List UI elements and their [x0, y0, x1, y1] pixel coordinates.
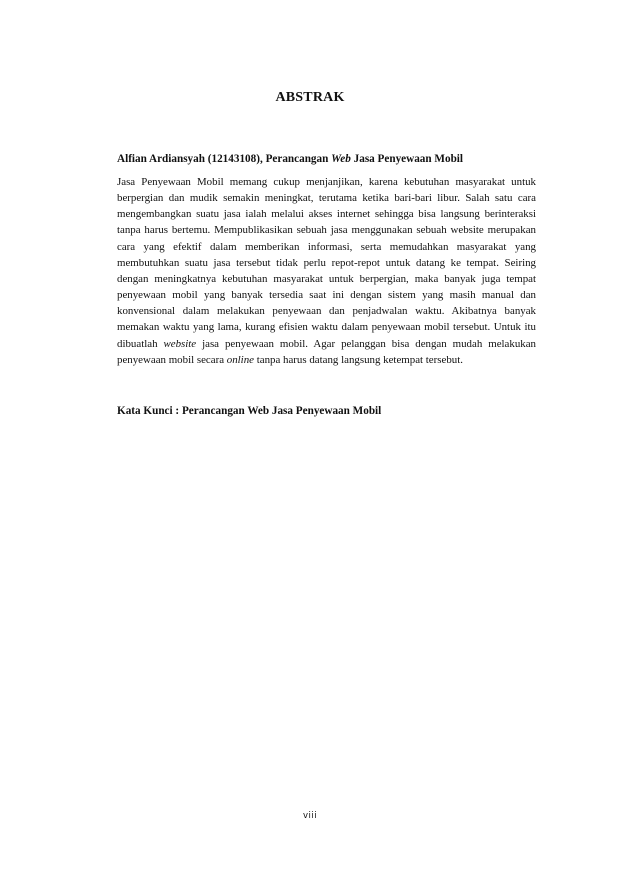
page-number: viii: [302, 811, 318, 821]
abstract-heading: [117, 153, 537, 165]
thesis-title-part: Perancangan: [265, 153, 332, 165]
abstract-body: [117, 174, 536, 368]
author-and-id: Alfian Ardiansyah (12143108),: [117, 153, 266, 165]
page-title: ABSTRAK: [275, 90, 345, 105]
thesis-title-italic: Web: [331, 153, 351, 165]
abstract-italic-online: online: [226, 353, 254, 366]
abstract-italic-website: website: [163, 337, 197, 350]
abstract-body-part2: jasa penyewaan mobil. Agar pelanggan bisa dengan mudah melakukan penyewaan mobil secara: [117, 337, 536, 366]
keywords-line: Kata Kunci : Perancangan Web Jasa Penyewaan Mobil: [117, 405, 382, 417]
thesis-title-rest: Jasa Penyewaan Mobil: [350, 153, 464, 165]
abstract-body-part1: Jasa Penyewaan Mobil memang cukup menjanjikan, karena kebutuhan masyarakat untuk berpergian dan mudik semakin meningkat, terutama ketika bari-bari libur. Salah satu cara mengembangkan suatu jasa ialah melalui akses internet sehingga bisa langsung berinteraksi tanpa harus bertemu. Mempublikasikan sebuah jasa menggunakan sebuah website merupakan cara yang efektif dalam memberikan informasi, serta memudahkan masyarakat yang membutuhkan suatu jasa tersebut tidak perlu repot-repot untuk datang ke tempat. Seiring dengan meningkatnya kebutuhan masyarakat untuk berpergian, maka banyak juga tempat penyewaan mobil yang banyak tersedia saat ini dengan sistem yang masih manual dan konvensional dalam melakukan penyewaan dan penjadwalan waktu. Akibatnya banyak memakan waktu yang lama, kurang efisien waktu dalam penyewaan mobil tersebut. Untuk itu dibuatlah: [117, 176, 536, 350]
abstract-body-part3: tanpa harus datang langsung ketempat tersebut.: [254, 353, 463, 366]
